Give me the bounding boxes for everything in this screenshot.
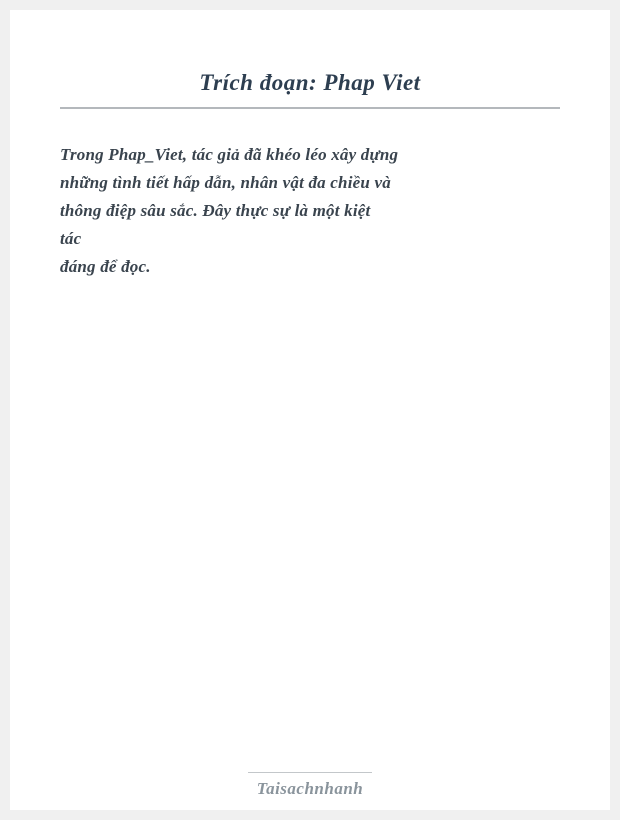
excerpt-line: những tình tiết hấp dẫn, nhân vật đa chiều và (60, 173, 391, 192)
footer-signature: Taisachnhanh (256, 779, 364, 798)
excerpt-line: đáng để đọc. (60, 257, 151, 276)
page-title: Trích đoạn: Phap Viet (199, 70, 421, 95)
excerpt-line: tác (60, 229, 82, 248)
excerpt-text (60, 141, 560, 281)
footer (10, 772, 610, 800)
excerpt-line: Trong Phap_Viet, tác giả đã khéo léo xây dựng (60, 145, 399, 164)
title-divider (60, 107, 560, 109)
document-page (10, 10, 610, 810)
excerpt-line: thông điệp sâu sắc. Đây thực sự là một kiệt (60, 201, 371, 220)
footer-divider (248, 772, 372, 773)
